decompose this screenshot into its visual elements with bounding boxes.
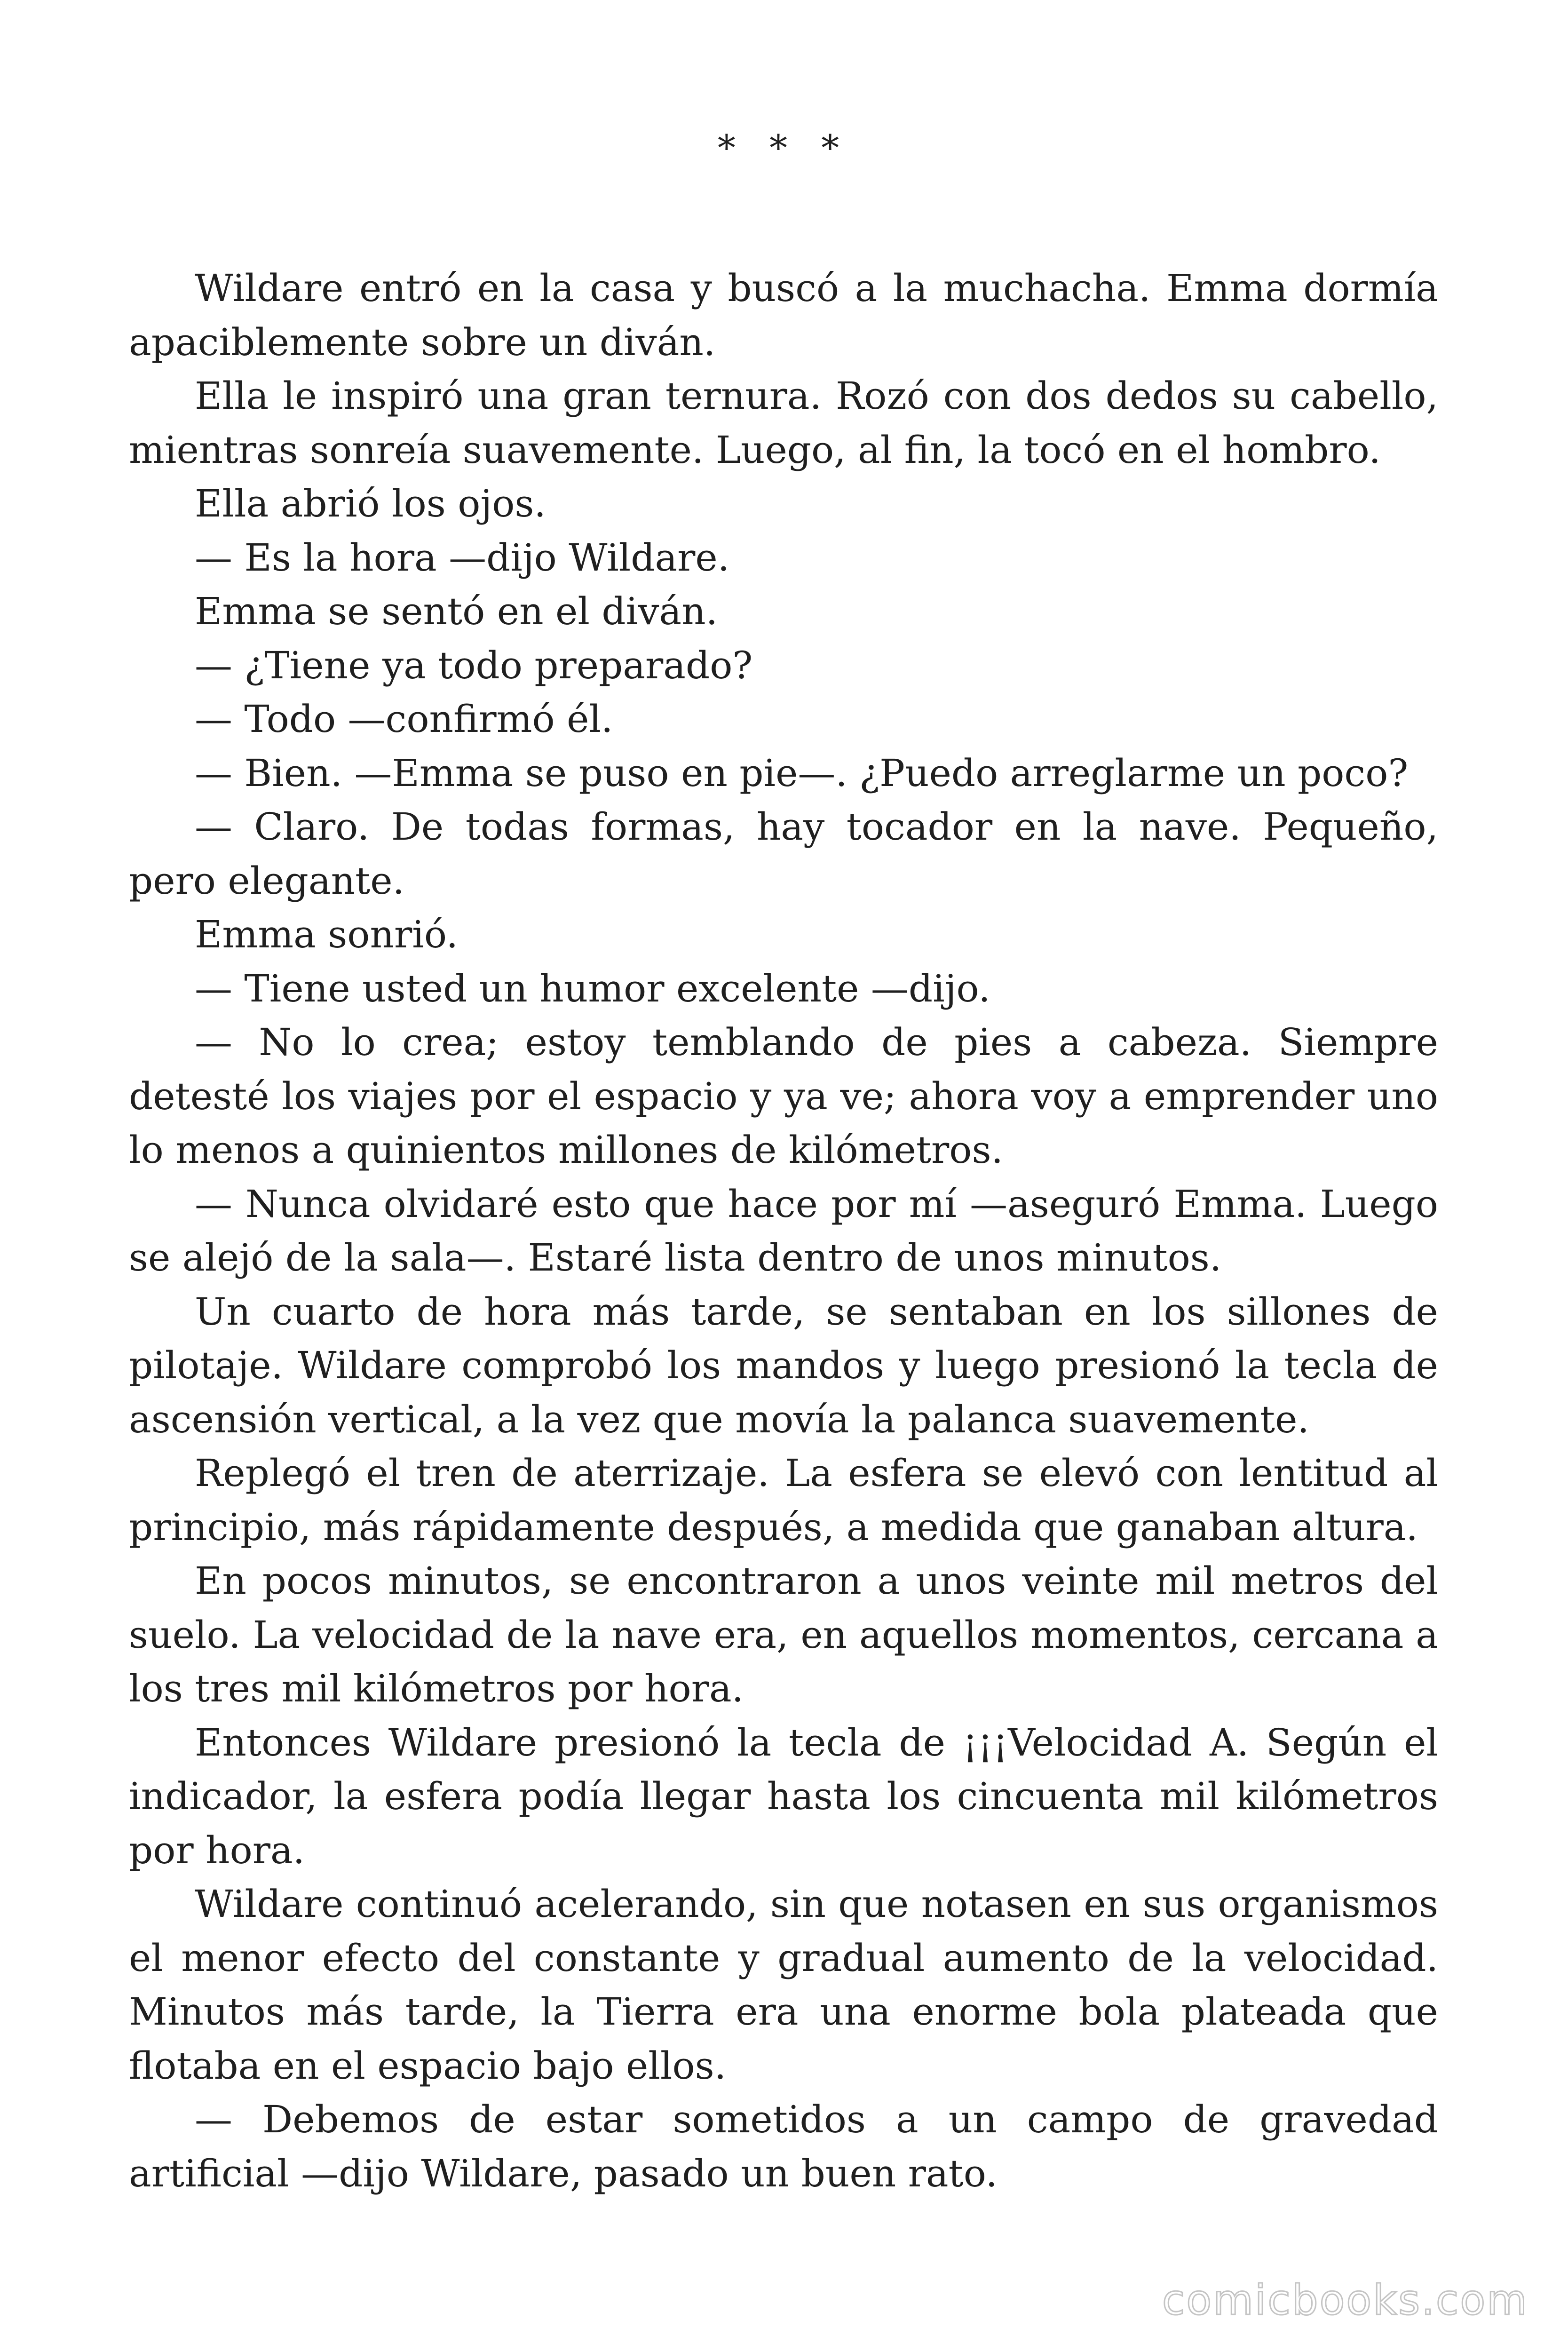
paragraph: Wildare entró en la casa y buscó a la muchacha. Emma dormía apaciblemente sobre un diván. xyxy=(129,266,1438,364)
paragraph: Ella le inspiró una gran ternura. Rozó con dos dedos su cabello, mientras sonreía suavemente. Luego, al fin, la tocó en el hombro. xyxy=(129,374,1438,472)
paragraph: — No lo crea; estoy temblando de pies a cabeza. Siempre detesté los viajes por el espacio y ya ve; ahora voy a emprender uno lo menos a quinientos millones de kilómetros. xyxy=(129,1020,1438,1172)
paragraph: Entonces Wildare presionó la tecla de ¡¡¡Velocidad A. Según el indicador, la esfera podía llegar hasta los cincuenta mil kilómetros por hora. xyxy=(129,1720,1438,1872)
section-separator: * * * xyxy=(717,127,851,169)
paragraph: — Nunca olvidaré esto que hace por mí —aseguró Emma. Luego se alejó de la sala—. Estaré lista dentro de unos minutos. xyxy=(129,1182,1438,1279)
paragraph: Un cuarto de hora más tarde, se sentaban en los sillones de pilotaje. Wildare comprobó los mandos y luego presionó la tecla de ascensión vertical, a la vez que movía la palanca suavemente. xyxy=(129,1289,1438,1441)
paragraph: Ella abrió los ojos. xyxy=(195,482,546,525)
paragraph: Emma se sentó en el diván. xyxy=(195,589,718,633)
paragraph: — ¿Tiene ya todo preparado? xyxy=(195,643,753,687)
paragraph: Wildare continuó acelerando, sin que notasen en sus organismos el menor efecto del constante y gradual aumento de la velocidad. Minutos más tarde, la Tierra era una enorme bola plateada que flotaba en el espacio bajo ellos. xyxy=(129,1882,1438,2088)
paragraph: — Es la hora —dijo Wildare. xyxy=(195,535,730,580)
paragraph: Emma sonrió. xyxy=(195,913,458,956)
body-text xyxy=(129,262,1438,2201)
paragraph: — Claro. De todas formas, hay tocador en la nave. Pequeño, pero elegante. xyxy=(129,805,1438,903)
paragraph: Replegó el tren de aterrizaje. La esfera se elevó con lentitud al principio, más rápidamente después, a medida que ganaban altura. xyxy=(129,1451,1438,1549)
paragraph: — Todo —confirmó él. xyxy=(195,697,613,741)
paragraph: — Tiene usted un humor excelente —dijo. xyxy=(195,966,990,1010)
paragraph: En pocos minutos, se encontraron a unos veinte mil metros del suelo. La velocidad de la nave era, en aquellos momentos, cercana a los tres mil kilómetros por hora. xyxy=(129,1559,1438,1710)
paragraph: — Bien. —Emma se puso en pie—. ¿Puedo arreglarme un poco? xyxy=(195,751,1409,795)
watermark: comicbooks.com xyxy=(1162,2276,1528,2324)
paragraph: — Debemos de estar sometidos a un campo de gravedad artificial —dijo Wildare, pasado un buen rato. xyxy=(129,2098,1438,2195)
